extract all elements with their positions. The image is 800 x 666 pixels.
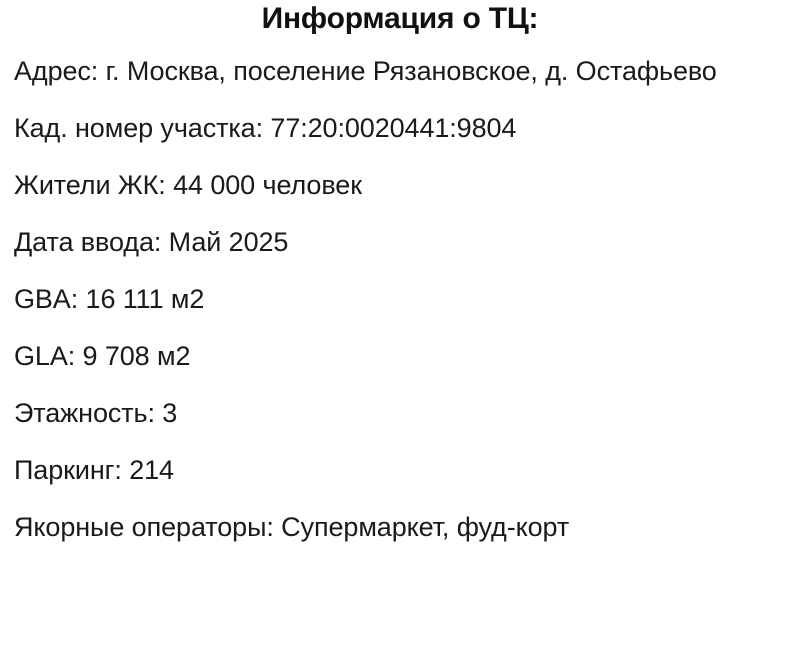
info-line-anchor-tenants: Якорные операторы: Супермаркет, фуд-корт <box>14 512 570 542</box>
info-line-parking: Паркинг: 214 <box>14 455 174 485</box>
info-line-gba: GBA: 16 111 м2 <box>14 284 205 314</box>
info-line-address: Адрес: г. Москва, поселение Рязановское, д. Остафьево <box>14 56 717 86</box>
info-line-gla: GLA: 9 708 м2 <box>14 341 191 371</box>
info-line-residents: Жители ЖК: 44 000 человек <box>14 170 362 200</box>
info-line-commissioning-date: Дата ввода: Май 2025 <box>14 227 289 257</box>
page-title: Информация о ТЦ: <box>261 2 539 35</box>
info-line-floors: Этажность: 3 <box>14 398 178 428</box>
info-line-cadastral-number: Кад. номер участка: 77:20:0020441:9804 <box>14 113 517 143</box>
info-list <box>14 52 786 546</box>
